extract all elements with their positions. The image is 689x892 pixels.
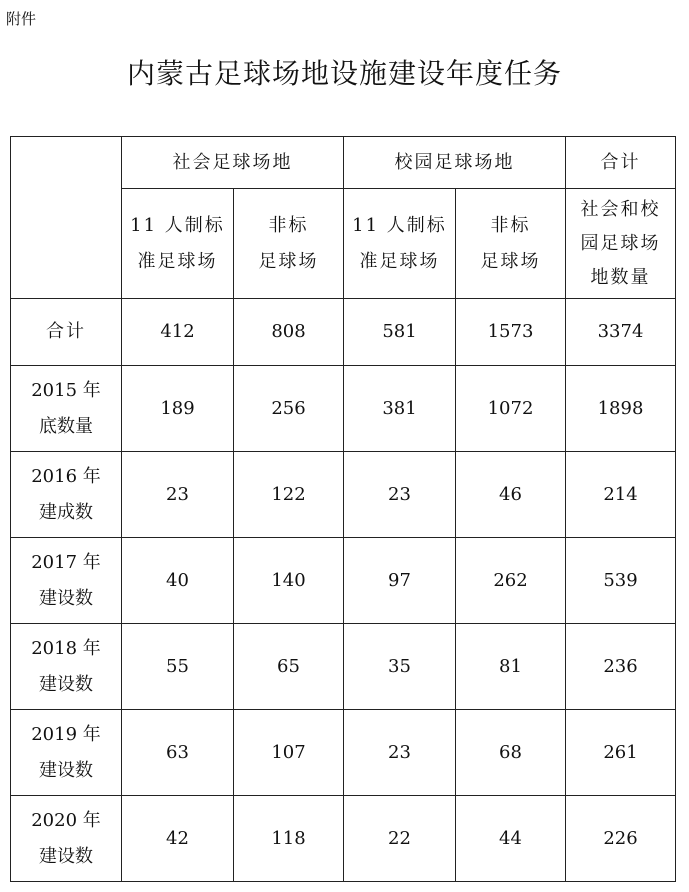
table-cell: 107 — [234, 710, 344, 796]
row-label-line: 建设数 — [39, 845, 93, 867]
header-social-std — [122, 189, 234, 299]
table-cell: 140 — [234, 538, 344, 624]
row-label-2019 — [11, 710, 122, 796]
row-label-2017 — [11, 538, 122, 624]
row-label-line: 2020 年 — [31, 809, 101, 831]
table-cell: 44 — [456, 796, 566, 882]
row-label-line: 建成数 — [39, 501, 93, 523]
table-cell: 189 — [122, 366, 234, 452]
header-line: 园足球场 — [580, 232, 661, 254]
table-cell: 1072 — [456, 366, 566, 452]
table-cell: 35 — [344, 624, 456, 710]
row-label-2016 — [11, 452, 122, 538]
header-line: 地数量 — [590, 266, 651, 288]
table-cell: 3374 — [566, 299, 676, 366]
row-label-2015 — [11, 366, 122, 452]
header-line: 11 人制标 — [352, 214, 447, 236]
header-campus-std — [344, 189, 456, 299]
header-social: 社会足球场地 — [122, 137, 344, 189]
table-cell: 256 — [234, 366, 344, 452]
header-total: 合计 — [566, 137, 676, 189]
row-label-2020 — [11, 796, 122, 882]
table-cell: 381 — [344, 366, 456, 452]
header-total-sub — [566, 189, 676, 299]
table-cell: 1898 — [566, 366, 676, 452]
row-label-line: 建设数 — [39, 673, 93, 695]
table-cell: 1573 — [456, 299, 566, 366]
table-cell: 97 — [344, 538, 456, 624]
table-cell: 539 — [566, 538, 676, 624]
table-cell: 22 — [344, 796, 456, 882]
task-table — [10, 136, 676, 882]
table-cell: 65 — [234, 624, 344, 710]
header-campus: 校园足球场地 — [344, 137, 566, 189]
header-line: 非标 — [490, 214, 531, 236]
header-line: 准足球场 — [359, 250, 440, 272]
table-cell: 23 — [122, 452, 234, 538]
header-corner — [11, 137, 122, 299]
table-cell: 236 — [566, 624, 676, 710]
header-social-nonstd — [234, 189, 344, 299]
header-line: 11 人制标 — [130, 214, 225, 236]
table-cell: 63 — [122, 710, 234, 796]
header-line: 足球场 — [258, 250, 319, 272]
table-cell: 23 — [344, 452, 456, 538]
table-cell: 808 — [234, 299, 344, 366]
row-label-line: 2018 年 — [31, 637, 101, 659]
table-cell: 581 — [344, 299, 456, 366]
row-label-total — [11, 299, 122, 366]
table-cell: 42 — [122, 796, 234, 882]
header-line: 非标 — [268, 214, 309, 236]
header-line: 社会和校 — [580, 198, 661, 220]
document-title: 内蒙古足球场地设施建设年度任务 — [126, 57, 562, 90]
table-cell: 262 — [456, 538, 566, 624]
row-label-2018 — [11, 624, 122, 710]
header-line: 准足球场 — [137, 250, 218, 272]
row-label-line: 建设数 — [39, 759, 93, 781]
row-label-line: 底数量 — [39, 415, 93, 437]
header-campus-nonstd — [456, 189, 566, 299]
header-line: 足球场 — [480, 250, 541, 272]
table-cell: 81 — [456, 624, 566, 710]
row-label-line: 建设数 — [39, 587, 93, 609]
table-cell: 118 — [234, 796, 344, 882]
row-label-line: 2019 年 — [31, 723, 101, 745]
table-cell: 55 — [122, 624, 234, 710]
row-label-line: 2016 年 — [31, 465, 101, 487]
table-cell: 226 — [566, 796, 676, 882]
table-cell: 412 — [122, 299, 234, 366]
table-cell: 68 — [456, 710, 566, 796]
table-cell: 40 — [122, 538, 234, 624]
table-cell: 122 — [234, 452, 344, 538]
table-cell: 214 — [566, 452, 676, 538]
table-cell: 23 — [344, 710, 456, 796]
row-label-line: 2017 年 — [31, 551, 101, 573]
row-label-line: 2015 年 — [31, 379, 101, 401]
row-label-line: 合计 — [46, 321, 86, 342]
table-cell: 261 — [566, 710, 676, 796]
table-cell: 46 — [456, 452, 566, 538]
attachment-label: 附件 — [6, 10, 37, 28]
